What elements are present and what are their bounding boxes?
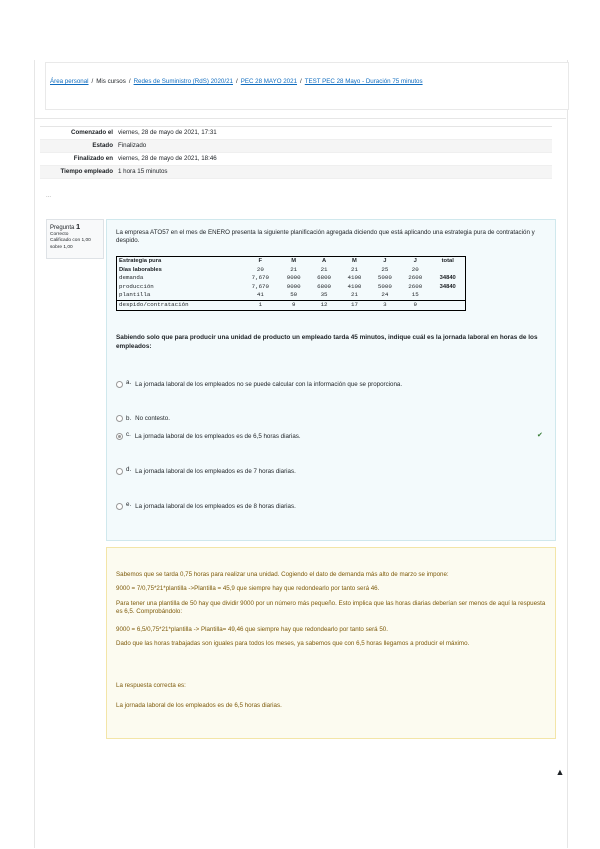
summary-label: Finalizado en xyxy=(73,155,113,162)
breadcrumb-separator: / xyxy=(91,78,94,85)
breadcrumb-container xyxy=(45,62,569,110)
question-grade: Calificado con 1,00 sobre 1,00 xyxy=(50,238,91,250)
table-row xyxy=(117,274,466,283)
breadcrumb-separator: / xyxy=(235,78,238,85)
table-cell: 41 xyxy=(256,291,264,299)
check-icon: ✔ xyxy=(537,432,543,439)
table-cell: 50 xyxy=(290,291,298,299)
ellipsis: ... xyxy=(46,193,52,199)
table-cell: 2600 xyxy=(408,274,423,282)
table-cell: 20 xyxy=(256,265,264,273)
table-cell: 20 xyxy=(411,265,419,273)
table-header-cell: J xyxy=(370,257,400,266)
table-cell: producción xyxy=(117,283,243,292)
table-cell: 3 xyxy=(370,300,400,310)
option-letter: e. xyxy=(126,501,132,508)
radio-button[interactable] xyxy=(116,468,123,475)
table-header-cell: J xyxy=(400,257,430,266)
table-header-row xyxy=(117,257,466,266)
table-cell: 9000 xyxy=(286,282,301,290)
answer-option-a[interactable] xyxy=(116,381,402,388)
table-cell: demanda xyxy=(117,274,243,283)
option-letter: b. xyxy=(126,415,132,422)
correct-answer-text: La jornada laboral de los empleados es de 6,5 horas diarias. xyxy=(116,702,282,709)
table-cell: 21 xyxy=(320,265,328,273)
radio-button[interactable] xyxy=(116,381,123,388)
option-letter: d. xyxy=(126,466,132,473)
breadcrumb-course-link[interactable]: Redes de Suministro (RdS) 2020/21 xyxy=(133,78,233,85)
question-number-value: 1 xyxy=(76,222,81,231)
option-letter: a. xyxy=(126,379,132,386)
table-cell: 9 xyxy=(278,300,308,310)
question-prefix: Pregunta xyxy=(50,225,75,231)
table-cell: Días laborables xyxy=(117,266,243,275)
table-cell: 1 xyxy=(242,300,278,310)
question-prompt: Sabiendo solo que para producir una unidad de producto un empleado tarda 45 minutos, indique cuál es la jornada laboral en horas de los empleados: xyxy=(116,334,538,350)
table-cell: despido/contratación xyxy=(117,300,243,310)
option-text: La jornada laboral de los empleados es de 8 horas diarias. xyxy=(135,503,296,510)
table-cell: plantilla xyxy=(117,291,243,300)
summary-value: viernes, 28 de mayo de 2021, 17:31 xyxy=(118,129,217,136)
table-cell: 4100 xyxy=(347,282,362,290)
table-cell: 6800 xyxy=(317,282,332,290)
table-cell: 21 xyxy=(350,291,358,299)
question-info-panel xyxy=(46,219,104,259)
question-text: La empresa ATO57 en el mes de ENERO presenta la siguiente planificación agregada diciendo que está aplicando una estrategia pura de contratación y despido. xyxy=(116,229,535,244)
table-cell: 21 xyxy=(350,265,358,273)
summary-row-started xyxy=(40,127,552,140)
summary-value: Finalizado xyxy=(118,142,147,149)
option-letter: c. xyxy=(126,431,131,438)
breadcrumb xyxy=(50,78,423,85)
table-cell: 5000 xyxy=(377,282,392,290)
back-to-top-icon[interactable]: ▲ xyxy=(555,767,565,777)
table-row xyxy=(117,291,466,300)
table-cell: 7,670 xyxy=(251,282,270,290)
correct-answer-heading: La respuesta correcta es: xyxy=(116,682,186,689)
table-cell: 9000 xyxy=(286,274,301,282)
answer-option-b[interactable] xyxy=(116,415,170,422)
feedback-line: 9000 = 7/0,75*21*plantilla ->Plantilla = 45,9 que siempre hay que redondearlo por tanto será 46. xyxy=(116,585,380,592)
summary-row-finished xyxy=(40,153,552,166)
table-header-cell: M xyxy=(339,257,369,266)
table-cell: 4100 xyxy=(347,274,362,282)
table-row xyxy=(117,266,466,275)
table-row xyxy=(117,300,466,310)
radio-button-selected[interactable] xyxy=(116,433,123,440)
summary-label: Estado xyxy=(92,142,113,149)
feedback-line: Sabemos que se tarda 0,75 horas para realizar una unidad. Cogiendo el dato de demanda más alto de marzo se impone: xyxy=(116,571,449,578)
table-header-cell: total xyxy=(430,257,465,266)
summary-label: Tiempo empleado xyxy=(60,168,113,175)
table-cell: 21 xyxy=(290,265,298,273)
breadcrumb-my-courses: Mis cursos xyxy=(96,78,126,85)
feedback-line: 9000 = 6,5/0,75*21*plantilla -> Plantilla= 49,46 que siempre hay que redondearlo por tanto será 50. xyxy=(116,626,388,633)
table-cell: 34840 xyxy=(430,274,465,283)
table-cell: 7,670 xyxy=(251,274,270,282)
radio-button[interactable] xyxy=(116,503,123,510)
table-cell: 35 xyxy=(320,291,328,299)
table-cell: 25 xyxy=(381,265,389,273)
table-cell xyxy=(430,300,465,310)
table-cell: 6800 xyxy=(317,274,332,282)
table-header-cell: F xyxy=(242,257,278,266)
table-header-cell: M xyxy=(278,257,308,266)
table-cell: 15 xyxy=(411,291,419,299)
summary-row-state xyxy=(40,140,552,153)
breadcrumb-quiz-link[interactable]: TEST PEC 28 Mayo - Duración 75 minutos xyxy=(304,78,423,85)
table-cell: 34840 xyxy=(430,283,465,292)
radio-button[interactable] xyxy=(116,415,123,422)
option-text: La jornada laboral de los empleados es de 7 horas diarias. xyxy=(135,468,296,475)
table-header-cell: A xyxy=(309,257,339,266)
summary-value: 1 hora 15 minutos xyxy=(118,168,168,175)
table-cell: 12 xyxy=(309,300,339,310)
table-cell: 9 xyxy=(400,300,430,310)
table-cell: 5000 xyxy=(377,274,392,282)
feedback-line: Para tener una plantilla de 50 hay que dividir 9000 por un número más pequeño. Esto implica que las horas diarias deberían ser menos de aquí la respuesta es 6,5. Comprobándolo: xyxy=(116,600,546,615)
question-number xyxy=(50,224,100,232)
option-text: La jornada laboral de los empleados es de 6,5 horas diarias. xyxy=(134,433,301,440)
summary-row-time xyxy=(40,166,552,179)
table-row xyxy=(117,283,466,292)
table-cell: 2600 xyxy=(408,282,423,290)
option-text: La jornada laboral de los empleados no se puede calcular con la información que se proporciona. xyxy=(135,381,403,388)
table-header-cell: Estrategia pura xyxy=(117,257,243,266)
feedback-line: Dado que las horas trabajadas son iguales para todos los meses, ya sabemos que con 6,5 horas llegamos a producir el máximo. xyxy=(116,640,470,647)
answer-option-d[interactable] xyxy=(116,468,296,475)
answer-option-c[interactable] xyxy=(116,433,301,440)
table-cell: 17 xyxy=(339,300,369,310)
answer-option-e[interactable] xyxy=(116,503,296,510)
summary-value: viernes, 28 de mayo de 2021, 18:46 xyxy=(118,155,217,162)
table-cell xyxy=(430,266,465,275)
breadcrumb-separator: / xyxy=(128,78,131,85)
table-cell: 24 xyxy=(381,291,389,299)
breadcrumb-home-link[interactable]: Área personal xyxy=(50,78,89,85)
table-cell xyxy=(430,291,465,300)
planning-table xyxy=(116,256,466,311)
breadcrumb-section-link[interactable]: PEC 28 MAYO 2021 xyxy=(240,78,298,85)
summary-label: Comenzado el xyxy=(71,129,113,136)
question-status: Correcto xyxy=(50,231,69,237)
attempt-summary-table xyxy=(40,126,552,179)
breadcrumb-separator: / xyxy=(300,78,302,85)
option-text: No contesto. xyxy=(135,415,170,422)
